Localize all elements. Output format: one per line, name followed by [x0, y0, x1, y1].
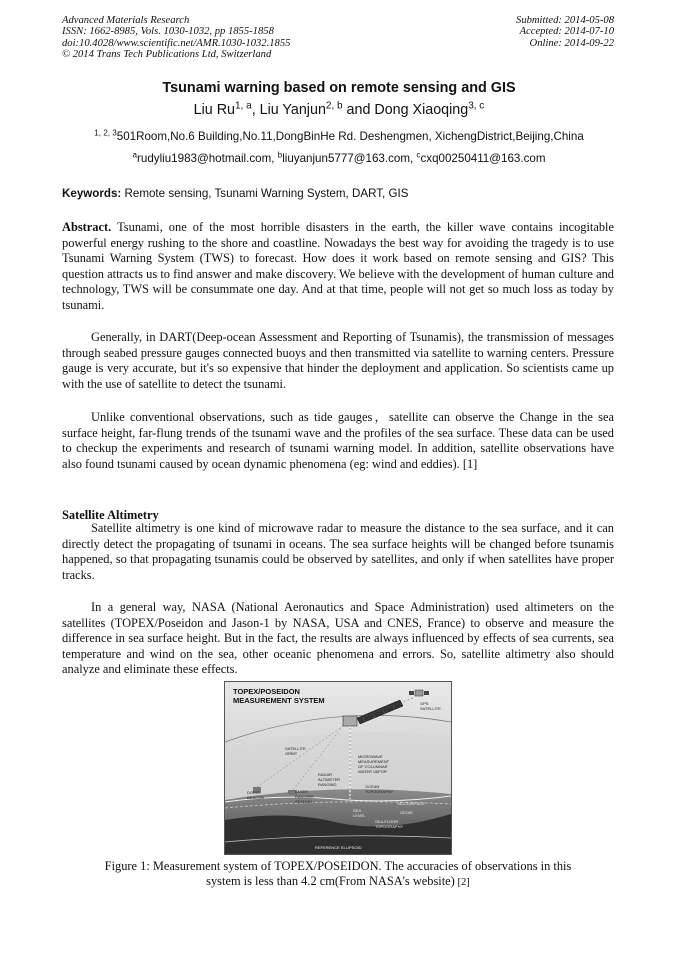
online-date: Online: 2014-09-22 — [529, 37, 614, 49]
caption-line-1: Figure 1: Measurement system of TOPEX/POSEIDON. The accuracies of observations in this — [104, 859, 572, 873]
journal-doi: doi:10.4028/www.scientific.net/AMR.1030-1032.1855 — [62, 37, 291, 49]
keywords-label: Keywords: — [62, 187, 122, 200]
email-b: liuyanjun5777@163.com, — [282, 152, 417, 165]
section-heading: Satellite Altimetry — [62, 508, 159, 522]
author-separator: and — [342, 102, 375, 118]
author-separator: , — [251, 102, 260, 118]
label-radar-3: RANGING — [318, 782, 337, 787]
label-ocean-2: TOPOGRAPHY — [365, 789, 394, 794]
figure-illustration — [225, 682, 451, 854]
affiliation — [0, 130, 678, 143]
paragraph-nasa: In a general way, NASA (National Aeronautics and Space Administration) used altimeters on the satellites (TOPEX/Poseidon and Jason-1 by NASA, USA and CNES, France) to observe and measure the difference in sea surface height. But in the fact, the results are always influenced by effects of sea currents, sea temperature and wind on the sea, other oceanic phenomena and errors. So, satellite altimetry also should analyze and eliminate these effects. — [62, 600, 614, 677]
label-doris-2: BEACON — [247, 795, 264, 800]
author-list — [0, 102, 678, 118]
author-1: Liu Ru — [193, 102, 235, 118]
label-laser-2: RANGING — [295, 794, 314, 799]
label-sea-level-1: SEA — [353, 808, 362, 813]
email-c: cxq00250411@163.com — [420, 152, 546, 165]
label-microwave-4: WATER VAPOR — [358, 769, 387, 774]
paper-title: Tsunami warning based on remote sensing and GIS — [162, 80, 516, 96]
paragraph-observations: Unlike conventional observations, such as tide gauges，satellite can observe the Change in the sea surface height, far-flung trends of the tsunami wave and the profiles of the sea surface. These data can be used to checkup the experiments and research of tsunami warning model. In addition, satellite observations have also found tsunami caused by ocean dynamic phenomena (eg: wind and eddies). [1] — [62, 410, 614, 471]
label-radar-2: ALTIMETER — [318, 777, 341, 782]
label-reference-ellipsoid: REFERENCE ELLIPSOID — [315, 845, 362, 850]
label-sea-level-2: LEVEL — [353, 813, 366, 818]
paragraph-altimetry: Satellite altimetry is one kind of microwave radar to measure the distance to the sea surface, and it can directly detect the propagating of tsunami in oceans. The sea surface heights will be changed before tsunamis happened, so that propagating tsunamis could be observed by satellites, and only if when satellites have proper tracks. — [62, 521, 614, 582]
abstract-text: Tsunami, one of the most horrible disasters in the earth, the killer wave contains incogitable powerful energy rushing to the shore and coastline. Nowadays the best way for avoiding the tragedy is to use Tsunami Warning System (TWS) to forecast. How does it work based on remote sensing and GIS? This question attracts us to find answer and make discovery. We believe with the development of human culture and technology, TWS will be consummate one day. And at that time, people will not get so much loss as today by tsunami. — [62, 220, 614, 312]
author-2: Liu Yanjun — [259, 102, 326, 118]
label-laser-1: LASER — [295, 789, 309, 794]
affiliation-text: 501Room,No.6 Building,No.11,DongBinHe Rd. Deshengmen, XichengDistrict,Beijing,China — [116, 130, 584, 143]
label-sea-floor-2: TOPOGRAPHY — [375, 824, 404, 829]
keywords-text: Remote sensing, Tsunami Warning System, DART, GIS — [121, 187, 409, 200]
label-orbit-2: ORBIT — [285, 751, 298, 756]
label-gps-satellite: SATELLITE — [420, 706, 441, 711]
caption-reference: [2] — [454, 877, 470, 889]
paragraph-dart: Generally, in DART(Deep-ocean Assessment and Reporting of Tsunamis), the transmission of messages through seabed pressure gauges connected buoys and then transmitted via satellite to warning centers. Pressure gauge is very accurate, but it's so expensive that hinder the deployment and application. So scientists came up with the use of satellite to detect the tsunami. — [62, 330, 614, 391]
label-laser-3: STATION — [295, 799, 312, 804]
abstract — [62, 220, 614, 314]
keywords — [62, 187, 618, 200]
figure-topex-poseidon — [224, 681, 452, 855]
label-orbit-1: SATELLITE — [285, 746, 306, 751]
author-3: Dong Xiaoqing — [374, 102, 469, 118]
abstract-label: Abstract. — [62, 220, 112, 234]
email-a-sup: a — [132, 150, 138, 160]
label-microwave-2: MEASUREMENT — [358, 759, 390, 764]
caption-line-2 — [62, 874, 614, 890]
label-sea-floor-1: SEA-FLOOR — [375, 819, 399, 824]
figure-caption — [62, 859, 614, 891]
author-3-affil: 3, c — [468, 100, 485, 112]
journal-info — [62, 15, 290, 61]
label-microwave-3: OF COLUMNAR — [358, 764, 388, 769]
caption-line-2-text: system is less than 4.2 cm(From NASA's website) — [206, 874, 455, 889]
label-doris-1: DORIS — [247, 790, 260, 795]
journal-copyright: © 2014 Trans Tech Publications Ltd, Switzerland — [62, 49, 272, 61]
affiliation-sup: 1, 2, 3 — [94, 128, 117, 138]
label-ocean-1: OCEAN — [365, 784, 380, 789]
email-b-sup: b — [277, 150, 283, 160]
label-sea-surface: SEA SURFACE — [397, 801, 425, 806]
author-2-affil: 2, b — [325, 100, 343, 112]
email-a: rudyliu1983@hotmail.com, — [137, 152, 278, 165]
label-microwave-1: MICROWAVE — [358, 754, 383, 759]
publication-dates — [516, 15, 614, 49]
email-c-sup: c — [416, 150, 421, 160]
label-gps: GPS — [420, 701, 429, 706]
submitted-date: Submitted: 2014-05-08 — [516, 15, 614, 26]
author-emails — [0, 152, 678, 165]
journal-issn: ISSN: 1662-8985, Vols. 1030-1032, pp 1855-1858 — [62, 26, 274, 38]
author-1-affil: 1, a — [235, 100, 252, 112]
accepted-date: Accepted: 2014-07-10 — [519, 26, 614, 38]
label-radar-1: RADAR — [318, 772, 333, 777]
figure-title-line1: TOPEX/POSEIDON — [233, 687, 300, 696]
label-geoid: GEOID — [400, 810, 413, 815]
figure-title-line2: MEASUREMENT SYSTEM — [233, 696, 325, 705]
journal-name: Advanced Materials Research — [62, 15, 190, 26]
